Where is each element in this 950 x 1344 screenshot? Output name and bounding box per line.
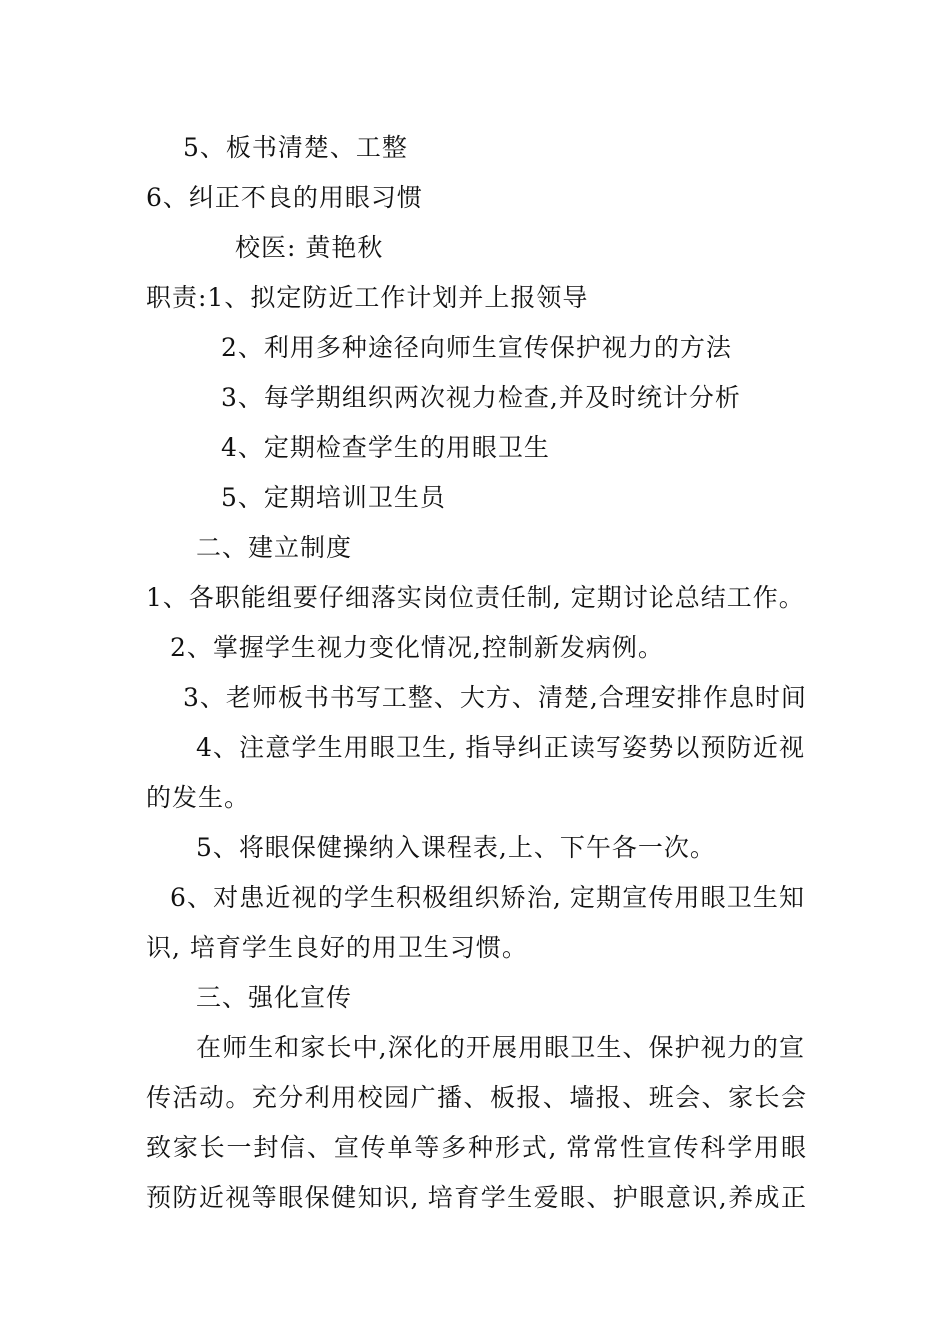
text-line: 在师生和家长中,深化的开展用眼卫生、保护视力的宣 [196,1033,804,1062]
text-line: 的发生。 [146,783,251,812]
section-heading: 二、建立制度 [196,533,353,562]
text-line: 职责:1、拟定防近工作计划并上报领导 [146,283,589,312]
text-line: 4、定期检查学生的用眼卫生 [221,433,550,462]
text-line: 校医: 黄艳秋 [235,233,384,262]
text-line: 5、定期培训卫生员 [221,483,446,512]
text-line: 3、每学期组织两次视力检查,并及时统计分析 [221,383,741,412]
text-line: 识, 培育学生良好的用卫生习惯。 [146,933,528,962]
text-line: 传活动。充分利用校园广播、板报、墙报、班会、家长会 [146,1083,806,1112]
text-line: 4、注意学生用眼卫生, 指导纠正读写姿势以预防近视 [196,733,804,762]
text-line: 6、纠正不良的用眼习惯 [146,183,423,212]
text-line: 2、掌握学生视力变化情况,控制新发病例。 [170,633,664,662]
text-line: 5、将眼保健操纳入课程表,上、下午各一次。 [196,833,716,862]
text-line: 2、利用多种途径向师生宣传保护视力的方法 [221,333,732,362]
text-line: 预防近视等眼保健知识, 培育学生爱眼、护眼意识,养成正 [146,1183,806,1212]
text-line: 3、老师板书书写工整、大方、清楚,合理安排作息时间 [183,683,807,712]
text-line: 致家长一封信、宣传单等多种形式, 常常性宣传科学用眼 [146,1133,806,1162]
text-line: 1、各职能组要仔细落实岗位责任制, 定期讨论总结工作。 [146,583,805,612]
text-line: 5、板书清楚、工整 [183,133,408,162]
section-heading: 三、强化宣传 [196,983,353,1012]
text-line: 6、对患近视的学生积极组织矫治, 定期宣传用眼卫生知 [170,883,804,912]
